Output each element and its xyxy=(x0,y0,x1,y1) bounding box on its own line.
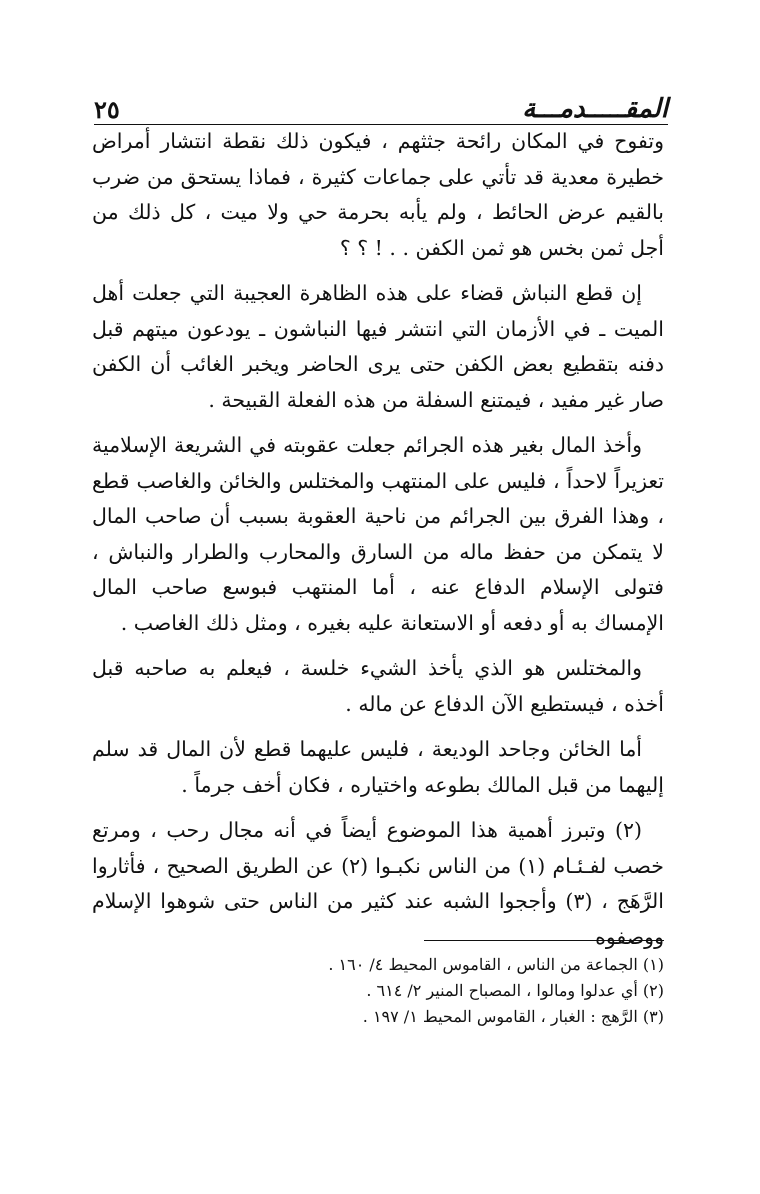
footnotes xyxy=(92,952,664,1030)
footnote: (١) الجماعة من الناس ، القاموس المحيط ٤/ ١٦٠ . xyxy=(328,955,664,974)
paragraph: والمختلس هو الذي يأخذ الشيء خلسة ، فيعلم به صاحبه قبل أخذه ، فيستطيع الآن الدفاع عن ماله . xyxy=(92,656,664,716)
footnote-separator xyxy=(424,940,664,941)
page-header xyxy=(94,84,668,125)
paragraph: وأخذ المال بغير هذه الجرائم جعلت عقوبته في الشريعة الإسلامية تعزيراً لاحداً ، فليس على المنتهب والمختلس والخائن والغاصب قطع ، وهذا الفرق بين الجرائم من ناحية العقوبة بسبب أن صاحب المال لا يتمكن من حفظ ماله من السارق والمحارب والطرار والنباش ، فتولى الإسلام الدفاع عنه ، أما المنتهب فبوسع صاحب المال الإمساك به أو دفعه أو الاستعانة عليه بغيره ، ومثل ذلك الغاصب . xyxy=(92,433,664,635)
paragraph: أما الخائن وجاحد الوديعة ، فليس عليهما قطع لأن المال قد سلم إليهما من قبل المالك بطوعه واختياره ، فكان أخف جرماً . xyxy=(92,737,664,797)
paragraph: إن قطع النباش قضاء على هذه الظاهرة العجيبة التي جعلت أهل الميت ـ في الأزمان التي انتشر فيها النباشون ـ يودعون ميتهم قبل دفنه بتقطيع بعض الكفن حتى يرى الحاضر ويخبر الغائب أن الكفن صار غير مفيد ، فيمتنع السفلة من هذه الفعلة القبيحة . xyxy=(92,281,664,412)
paragraph: وتفوح في المكان رائحة جثثهم ، فيكون ذلك نقطة انتشار أمراض خطيرة معدية قد تأتي على جماعات كثيرة ، فماذا يستحق من ضرب بالقيم عرض الحائط ، ولم يأبه بحرمة حي ولا ميت ، كل ذلك من أجل ثمن بخس هو ثمن الكفن . . ! ؟ ؟ xyxy=(92,129,664,260)
footnote: (٣) الرَّهج : الغبار ، القاموس المحيط ١/ ١٩٧ . xyxy=(362,1007,664,1026)
chapter-title: المقـــــدمـــة xyxy=(522,94,668,124)
footnote: (٢) أي عدلوا ومالوا ، المصباح المنير ٢/ ٦١٤ . xyxy=(366,981,664,1000)
paragraph: (٢) وتبرز أهمية هذا الموضوع أيضاً في أنه مجال رحب ، ومرتع خصب لفـئـام (١) من الناس نكبـوا (٢) عن الطريق الصحيح ، فأثاروا الرَّهَج ، (٣) وأججوا الشبه عند كثير من الناس حتى شوهوا الإسلام ووصفوه xyxy=(92,818,664,949)
body-text xyxy=(92,124,664,965)
page-number: ٢٥ xyxy=(94,95,120,124)
